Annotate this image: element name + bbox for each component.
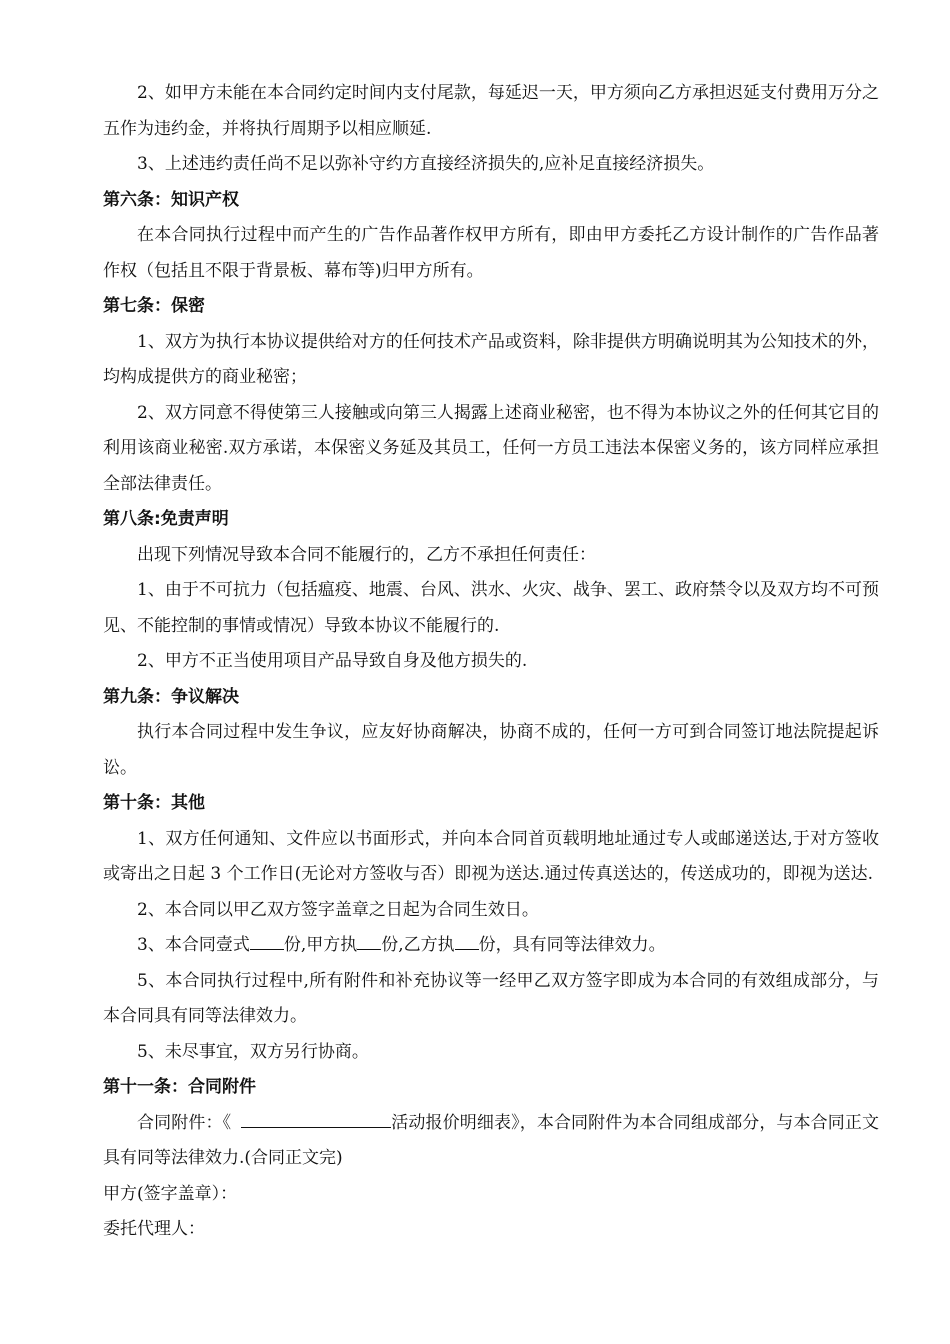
copies-text-a: 3、本合同壹式 bbox=[137, 935, 250, 955]
clause-7-item-1: 1、双方为执行本协议提供给对方的任何技术产品或资料，除非提供方明确说明其为公知技术的外，均构成提供方的商业秘密； bbox=[103, 331, 879, 387]
clause-8-item-1: 1、由于不可抗力（包括瘟疫、地震、台风、洪水、火灾、战争、罢工、政府禁令以及双方均不可预见、不能控制的事情或情况）导致本协议不能履行的. bbox=[103, 580, 879, 636]
total-copies-blank bbox=[250, 933, 284, 950]
clause-5-item-2: 2、如甲方未能在本合同约定时间内支付尾款，每延迟一天，甲方须向乙方承担迟延支付费用万分之五作为违约金，并将执行周期予以相应顺延. bbox=[103, 83, 879, 139]
clause-8-heading: 第八条:免责声明 bbox=[103, 509, 229, 529]
party-a-signature-line: 甲方(签字盖章）： bbox=[103, 1183, 238, 1204]
contract-page bbox=[103, 76, 879, 1248]
clause-6-heading: 第六条：知识产权 bbox=[103, 189, 239, 210]
copies-text-d: 份，具有同等法律效力。 bbox=[478, 935, 666, 955]
attachment-text-a: 合同附件：《 bbox=[137, 1112, 232, 1133]
clause-10-item-5a: 5、本合同执行过程中,所有附件和补充协议等一经甲乙双方签字即成为本合同的有效组成部分，与本合同具有同等法律效力。 bbox=[103, 970, 879, 1026]
agent-signature-line: 委托代理人： bbox=[103, 1219, 205, 1239]
clause-10-heading: 第十条：其他 bbox=[103, 793, 205, 813]
party-b-copies-blank bbox=[455, 933, 479, 950]
clause-5-item-3: 3、上述违约责任尚不足以弥补守约方直接经济损失的,应补足直接经济损失。 bbox=[137, 154, 715, 174]
attachment-text-b: 活动报价明细表》，本合同附件为本合同组成部分，与本合同正文具有同等法律效力.(合同正文完) bbox=[103, 1112, 880, 1168]
clause-9-body: 执行本合同过程中发生争议，应友好协商解决，协商不成的，任何一方可到合同签订地法院提起诉讼。 bbox=[103, 722, 879, 778]
copies-text-c: 份,乙方执 bbox=[381, 935, 455, 955]
clause-8-item-2: 2、甲方不正当使用项目产品导致自身及他方损失的. bbox=[137, 651, 528, 671]
clause-11-body bbox=[103, 1106, 879, 1177]
party-a-copies-blank bbox=[357, 933, 381, 950]
copies-text-b: 份,甲方执 bbox=[283, 935, 358, 955]
attachment-name-blank bbox=[241, 1111, 391, 1128]
clause-7-heading: 第七条：保密 bbox=[103, 296, 205, 316]
clause-11-heading: 第十一条：合同附件 bbox=[103, 1077, 256, 1097]
clause-10-item-2: 2、本合同以甲乙双方签字盖章之日起为合同生效日。 bbox=[137, 899, 539, 920]
clause-8-intro: 出现下列情况导致本合同不能履行的，乙方不承担任何责任： bbox=[137, 544, 596, 565]
clause-10-item-1: 1、双方任何通知、文件应以书面形式，并向本合同首页载明地址通过专人或邮递送达,于对方签收或寄出之日起 3 个工作日(无论对方签收与否）即视为送达.通过传真送达的，传送成功的，即视为送达. bbox=[103, 828, 879, 884]
clause-10-item-5b: 5、未尽事宜，双方另行协商。 bbox=[137, 1041, 369, 1062]
clause-6-body: 在本合同执行过程中而产生的广告作品著作权甲方所有，即由甲方委托乙方设计制作的广告作品著作权（包括且不限于背景板、幕布等)归甲方所有。 bbox=[103, 225, 879, 281]
clause-10-item-3 bbox=[103, 928, 879, 964]
clause-9-heading: 第九条：争议解决 bbox=[103, 686, 239, 707]
clause-7-item-2: 2、双方同意不得使第三人接触或向第三人揭露上述商业秘密，也不得为本协议之外的任何其它目的利用该商业秘密.双方承诺，本保密义务延及其员工，任何一方员工违法本保密义务的，该方同样应承担全部法律责任。 bbox=[103, 402, 879, 494]
